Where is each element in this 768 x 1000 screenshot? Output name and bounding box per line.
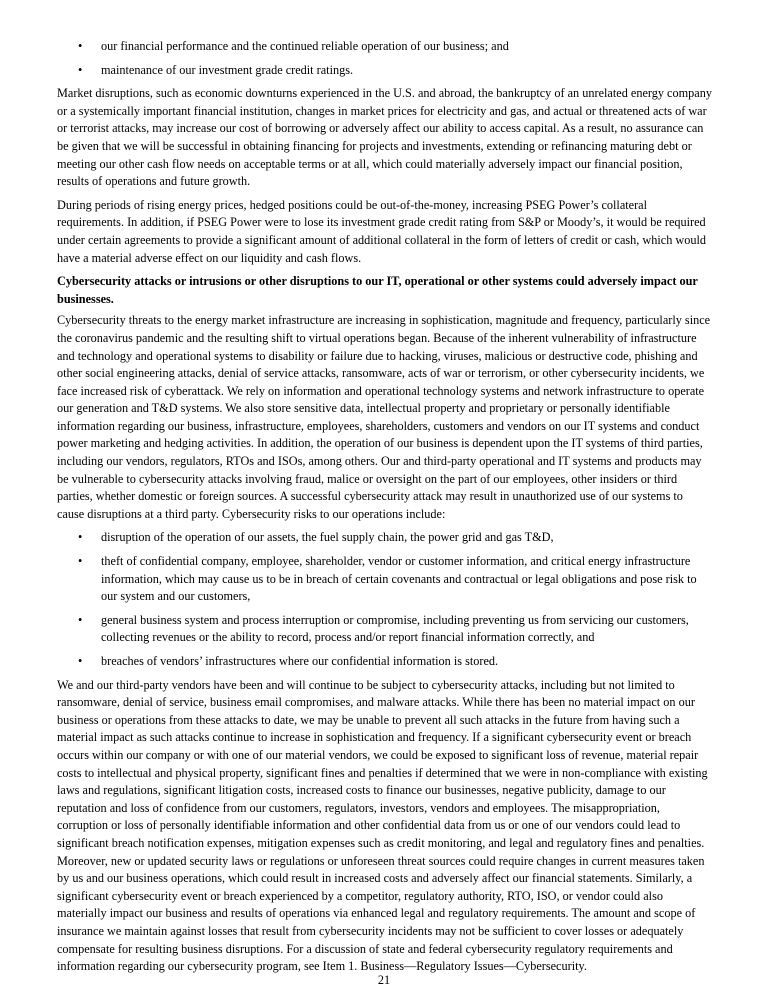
bullet-icon: • xyxy=(78,530,83,545)
bullet-icon: • xyxy=(78,554,83,569)
page-number: 21 xyxy=(377,973,391,987)
list-item-text: theft of confidential company, employee, shareholder, vendor or customer information, and critical energy infrastructure information, which may cause us to be in breach of certain covenants and contractual or legal obligations and pose risk to our system and our customers, xyxy=(101,554,697,604)
list-item-text: breaches of vendors’ infrastructures where our confidential information is stored. xyxy=(101,654,499,668)
list-item-text: disruption of the operation of our assets, the fuel supply chain, the power grid and gas T&D, xyxy=(101,530,554,545)
paragraph-vendors-attacks: We and our third-party vendors have been and will continue to be subject to cybersecurity attacks, including but not limited to ransomware, denial of service, business email compromises, and malware attacks. While there has been no material impact on our business or operations from these attacks to date, we may be unable to prevent all such attacks in the future from having such a material impact as such attacks continue to increase in sophistication and frequency. If a significant cybersecurity event or breach occurs within our company or with one of our material vendors, we could be exposed to significant loss of revenue, material repair costs to intellectual and physical property, significant fines and penalties if determined that we were in non-compliance with existing laws and regulations, significant litigation costs, increased costs to finance our businesses, negative publicity, damage to our reputation and loss of confidence from our customers, regulators, investors, vendors and employees. The misappropriation, corruption or loss of personally identifiable information and other confidential data from us or one of our vendors could lead to significant breach notification expenses, mitigation expenses such as credit monitoring, and legal and regulatory fines and penalties. Moreover, new or updated security laws or regulations or unforeseen threat sources could require changes in current measures taken by us and our business operations, which could result in increased costs and adversely affect our financial statements. Similarly, a significant cybersecurity event or breach experienced by a competitor, regulatory authority, RTO, ISO, or vendor could also materially impact our business and results of operations via enhanced legal and regulatory requirements. The amount and scope of insurance we maintain against losses that result from cybersecurity incidents may not be sufficient to cover losses or adequately compensate for resulting business disruptions. For a discussion of state and federal cybersecurity regulatory requirements and information regarding our cybersecurity program, see Item 1. Business—Regulatory Issues—Cybersecurity. xyxy=(57,677,708,974)
paragraph-energy-prices: During periods of rising energy prices, hedged positions could be out-of-the-money, increasing PSEG Power’s collateral requirements. In addition, if PSEG Power were to lose its investment grade credit rating from S&P or Moody’s, it would be required under certain agreements to provide a significant amount of additional collateral in the form of letters of credit or cash, which would have a material adverse effect on our liquidity and cash flows. xyxy=(57,197,707,265)
list-item-text: general business system and process interruption or compromise, including preventing us from servicing our customers, collecting revenues or the ability to record, process and/or report financial information correctly, and xyxy=(101,612,689,645)
list-item xyxy=(57,612,713,647)
bullet-list-cyber-risks xyxy=(57,529,713,670)
list-item xyxy=(57,553,713,606)
list-item-text: our financial performance and the continued reliable operation of our business; and xyxy=(101,39,509,53)
list-item-text: maintenance of our investment grade credit ratings. xyxy=(101,62,354,77)
list-item xyxy=(57,529,713,547)
bullet-list-top xyxy=(57,38,713,79)
section-heading-cybersecurity: Cybersecurity attacks or intrusions or other disruptions to our IT, operational or other systems could adversely impact our businesses. xyxy=(57,274,698,306)
bullet-icon: • xyxy=(78,39,83,53)
bullet-icon: • xyxy=(78,62,83,77)
bullet-icon: • xyxy=(78,612,83,627)
list-item xyxy=(57,62,713,80)
paragraph-cyber-threats: Cybersecurity threats to the energy market infrastructure are increasing in sophistication, magnitude and frequency, particularly since the coronavirus pandemic and the resulting shift to virtual operations began. Because of the inherent vulnerability of infrastructure and technology and operational systems to disability or failure due to hacking, viruses, malicious or destructive code, phishing and other social engineering attacks, denial of service attacks, ransomware, acts of war or terrorism, or other cybersecurity incidents, we face increased risk of cyberattack. We rely on information and operational technology systems and network infrastructure to operate our generation and T&D systems. We also store sensitive data, intellectual property and proprietary or personally identifiable information regarding our business, infrastructure, employees, shareholders, customers and vendors on our IT systems and conduct power marketing and hedging activities. In addition, the operation of our business is dependent upon the IT systems of third parties, including our vendors, regulators, RTOs and ISOs, among others. Our and third-party operational and IT systems and products may be vulnerable to cybersecurity attacks involving fraud, malice or oversight on the part of our employees, other insiders or third parties, whether domestic or foreign sources. A successful cybersecurity attack may result in unauthorized use of our systems to cause disruptions at a third party. Cybersecurity risks to our operations include: xyxy=(57,313,711,521)
document-page xyxy=(57,38,713,982)
list-item xyxy=(57,653,713,671)
bullet-icon: • xyxy=(78,654,83,668)
paragraph-market-disruptions: Market disruptions, such as economic downturns experienced in the U.S. and abroad, the bankruptcy of an unrelated energy company or a systemically important financial institution, changes in market prices for electricity and gas, and actual or threatened acts of war or terrorist attacks, may increase our cost of borrowing or adversely affect our ability to access capital. As a result, no assurance can be given that we will be successful in obtaining financing for projects and investments, extending or refinancing maturing debt or meeting our other cash flow needs on acceptable terms or at all, which could materially adversely impact our financial position, results of operations and future growth. xyxy=(57,86,712,189)
list-item xyxy=(57,38,713,56)
